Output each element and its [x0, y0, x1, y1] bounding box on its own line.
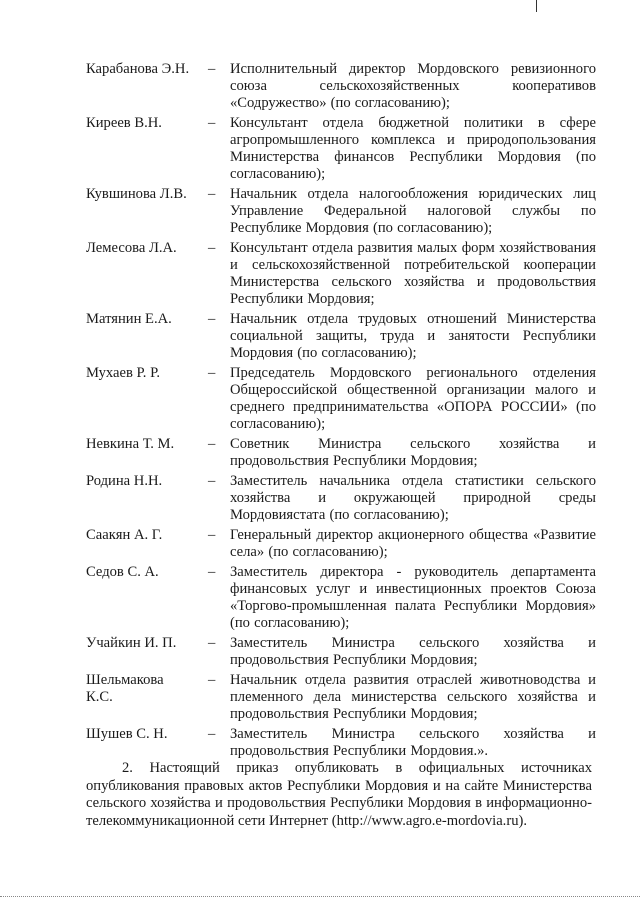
- member-entry: [86, 115, 596, 183]
- member-role: Консультант отдела развития малых форм хозяйствования и сельскохозяйственной потребительской кооперации Министерства сельского хозяйства и продовольствия Республики Мордовия;: [230, 240, 596, 307]
- member-entry: [86, 311, 596, 362]
- member-dash: –: [208, 311, 216, 327]
- member-role: Заместитель Министра сельского хозяйства и продовольствия Республики Мордовия.».: [230, 726, 596, 759]
- member-dash: –: [208, 635, 216, 651]
- member-entry: [86, 436, 596, 470]
- member-list: [86, 61, 596, 760]
- member-role: Начальник отдела развития отраслей животноводства и племенного дела министерства сельского хозяйства и продовольствия Республики Мордовия;: [230, 672, 596, 722]
- member-role: Советник Министра сельского хозяйства и продовольствия Республики Мордовия;: [230, 436, 596, 469]
- member-name: Кувшинова Л.В.: [86, 186, 187, 202]
- member-role: Исполнительный директор Мордовского ревизионного союза сельскохозяйственных кооперативов «Содружество» (по согласованию);: [230, 61, 596, 111]
- member-entry: [86, 672, 596, 723]
- member-dash: –: [208, 436, 216, 452]
- page-edge-mark: [536, 0, 537, 12]
- member-entry: [86, 726, 596, 760]
- member-role: Заместитель начальника отдела статистики сельского хозяйства и окружающей природной среды Мордовиястата (по согласованию);: [230, 473, 596, 523]
- member-entry: [86, 240, 596, 308]
- member-entry: [86, 365, 596, 433]
- member-entry: [86, 564, 596, 632]
- member-role: Генеральный директор акционерного общества «Развитие села» (по согласованию);: [230, 527, 596, 560]
- member-entry: [86, 61, 596, 112]
- member-role: Заместитель Министра сельского хозяйства и продовольствия Республики Мордовия;: [230, 635, 596, 668]
- member-name: Шушев С. Н.: [86, 726, 168, 742]
- member-dash: –: [208, 473, 216, 489]
- member-role: Консультант отдела бюджетной политики в сфере агропромышленного комплекса и природопользования Министерства финансов Республики Мордовия (по согласованию);: [230, 115, 596, 182]
- member-name: Шельмакова К.С.: [86, 672, 164, 705]
- member-entry: [86, 473, 596, 524]
- member-dash: –: [208, 564, 216, 580]
- member-role: Начальник отдела трудовых отношений Министерства социальной защиты, труда и занятости Республики Мордовия (по согласованию);: [230, 311, 596, 361]
- member-name: Учайкин И. П.: [86, 635, 177, 651]
- member-dash: –: [208, 365, 216, 381]
- order-paragraph: 2. Настоящий приказ опубликовать в официальных источниках опубликования правовых актов Республики Мордовия и на сайте Министерства сельского хозяйства и продовольствия Республики Мордовия в информационно-телекоммуникационной сети Интернет (http://www.agro.e-mordovia.ru).: [86, 760, 592, 829]
- member-role: Начальник отдела налогообложения юридических лиц Управление Федеральной налоговой службы по Республике Мордовия (по согласованию);: [230, 186, 596, 236]
- member-dash: –: [208, 726, 216, 742]
- member-entry: [86, 527, 596, 561]
- member-role: Председатель Мордовского регионального отделения Общероссийской общественной организации малого и среднего предпринимательства «ОПОРА РОССИИ» (по согласованию);: [230, 365, 596, 432]
- member-dash: –: [208, 115, 216, 131]
- member-name: Лемесова Л.А.: [86, 240, 177, 256]
- member-entry: [86, 635, 596, 669]
- member-name: Саакян А. Г.: [86, 527, 163, 543]
- member-name: Родина Н.Н.: [86, 473, 163, 489]
- member-name: Матянин Е.А.: [86, 311, 172, 327]
- member-name: Мухаев Р. Р.: [86, 365, 161, 381]
- member-entry: [86, 186, 596, 237]
- member-dash: –: [208, 61, 216, 77]
- member-name: Киреев В.Н.: [86, 115, 162, 131]
- member-dash: –: [208, 527, 216, 543]
- member-name: Карабанова Э.Н.: [86, 61, 190, 77]
- member-name: Седов С. А.: [86, 564, 159, 580]
- member-name: Невкина Т. М.: [86, 436, 175, 452]
- member-dash: –: [208, 672, 216, 688]
- member-dash: –: [208, 240, 216, 256]
- page-bottom-rule: [0, 896, 640, 897]
- member-role: Заместитель директора - руководитель департамента финансовых услуг и инвестиционных проектов Союза «Торгово-промышленная палата Республики Мордовия» (по согласованию);: [230, 564, 596, 631]
- member-dash: –: [208, 186, 216, 202]
